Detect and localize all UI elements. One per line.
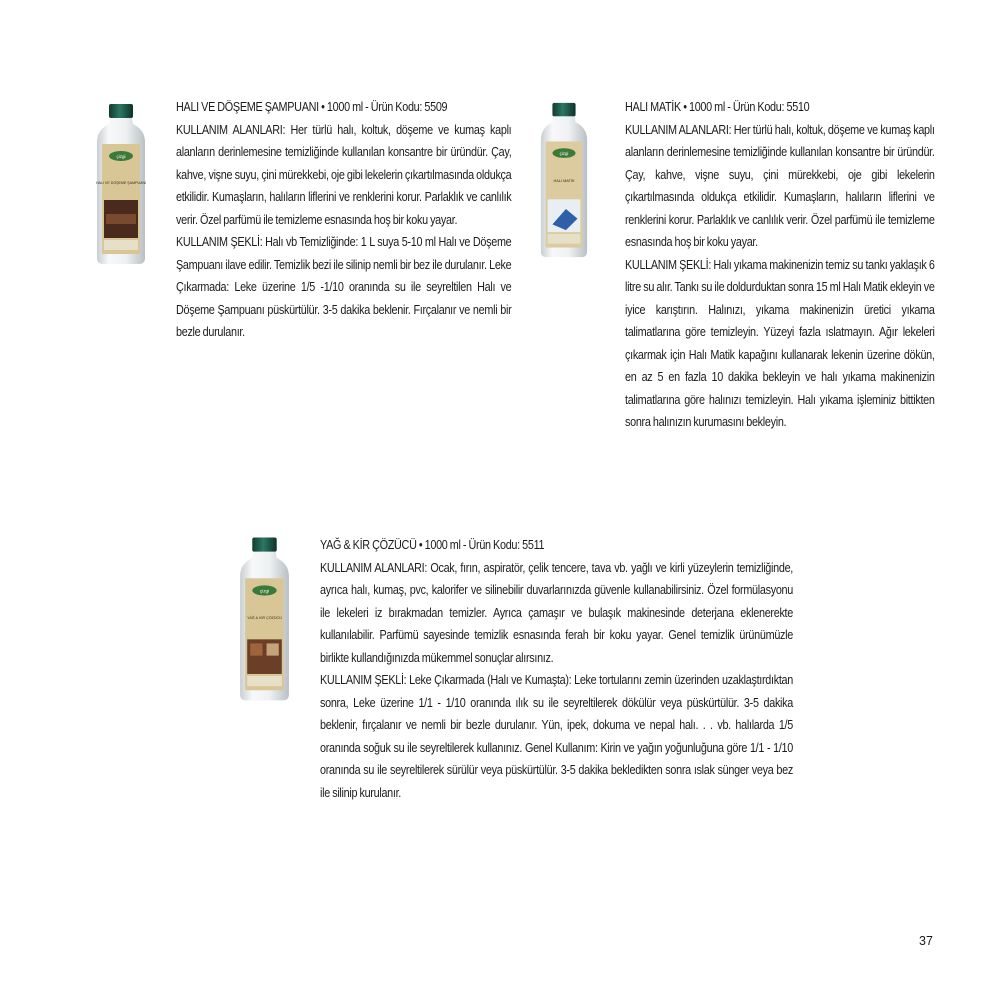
bottle-label-text: HALI VE DÖŞEME ŞAMPUANI <box>95 181 147 185</box>
product-title: HALI MATİK • 1000 ml - Ürün Kodu: 5510 <box>625 100 810 114</box>
product-title: HALI VE DÖŞEME ŞAMPUANI • 1000 ml - Ürün Kodu: 5509 <box>176 100 448 114</box>
product-title: YAĞ & KİR ÇÖZÜCÜ • 1000 ml - Ürün Kodu: 5511 <box>320 538 545 552</box>
svg-text:çizgi: çizgi <box>559 150 569 156</box>
usage-areas-text: KULLANIM ALANLARI: Her türlü halı, koltuk, döşeme ve kumaş kaplı alanların derinlemesine temizliğinde kullanılan konsantre bir üründür. Çay, kahve, vişne suyu, çini mürekkebi, oje gibi lekelerin çıkartılmasında oldukça etkilidir. Kumaşların, halıların liflerini ve renklerini korur. Parlaklık ve canlılık verir. Özel parfümü ile temizleme esnasında hoş bir koku yayar. <box>176 122 512 227</box>
bottle-label-text: YAĞ & KİR ÇÖZÜCÜ <box>247 615 282 620</box>
usage-method-text: KULLANIM ŞEKLİ: Halı yıkama makinenizin temiz su tankı yaklaşık 6 litre su alır. Tankı su ile doldurduktan sonra 15 ml Halı Matik ekleyin ve iyice karıştırın. Halınızı, yıkama makinenizin üretici yıkama talimatlarına göre temizleyin. Yüzeyi fazla ıslatmayın. Ağır lekeleri çıkarmak için Halı Matik kapağını kullanarak lekenin üzerine dökün, en az 5 en fazla 10 dakika bekleyin ve halı yıkama makinenizin talimatlarına göre halınızı temizleyin. Halı yıkama işleminiz bittikten sonra halınızın kurumasını bekleyin. <box>625 257 935 429</box>
usage-method-text: KULLANIM ŞEKLİ: Leke Çıkarmada (Halı ve Kumaşta): Leke tortularını zemin üzerinden uzaklaştırdıktan sonra, Leke üzerine 1/1 - 1/10 oranında ılık su ile seyreltilerek dökülür veya püskürtülür. 3-5 dakika beklenir, fırçalanır ve nemli bir bezle durulanır. Yün, ipek, dokuma ve nepal halı. . . vb. halılarda 1/5 oranında soğuk su ile seyreltilerek kullanınız. Genel Kullanım: Kirin ve yağın yoğunluğuna göre 1/1 - 1/10 oranında su ile seyreltilerek sürülür veya püskürtülür. 3-5 dakika bekledikten sonra ıslak sünger veya bez ile silinip kurulanır. <box>320 673 793 800</box>
product-description-5511 <box>320 534 793 804</box>
usage-method-text: KULLANIM ŞEKLİ: Halı vb Temizliğinde: 1 L suya 5-10 ml Halı ve Döşeme Şampuanı ilave edilir. Temizlik bezi ile silinip nemli bir bez ile durulanır. Leke Çıkarmada: Leke üzerine 1/5 -1/10 oranında su ile seyreltilen Halı ve Döşeme Şampuanı püskürtülür. 3-5 dakika beklenir. Fırçalanır ve nemli bir bezle durulanır. <box>176 235 512 339</box>
bottle-image-5509 <box>93 104 149 266</box>
bottle-image-5511 <box>236 537 293 703</box>
usage-areas-text: KULLANIM ALANLARI: Ocak, fırın, aspiratör, çelik tencere, tava vb. yağlı ve kirli yüzeylerin temizliğinde, ayrıca halı, kumaş, pvc, kalorifer ve silinebilir duvarlarınızda güvenle kullanabilirsiniz. Özel formülasyonu ile lekeleri iz bırakmadan temizler. Ayrıca çamaşır ve bulaşık makinesinde deterjana eklenerekte kullanılabilir. Parfümü sayesinde temizlik esnasında ferah bir koku yayar. Genel temizlik ürünümüzle birlikte kullandığınızda mükemmel sonuçlar alırsınız. <box>320 560 793 665</box>
product-description-5510 <box>625 96 935 434</box>
page-number: 37 <box>919 934 933 948</box>
svg-text:çizgi: çizgi <box>259 588 270 594</box>
svg-text:çizgi: çizgi <box>116 154 126 159</box>
bottle-image-5510 <box>537 101 591 261</box>
usage-areas-text: KULLANIM ALANLARI: Her türlü halı, koltuk, döşeme ve kumaş kaplı alanların derinlemesine temizliğinde kullanılan konsantre bir üründür. Çay, kahve, vişne suyu, çini mürekkebi, oje gibi lekelerin çıkartılmasında oldukça etkilidir. Kumaşların, halıların liflerini ve renklerini korur. Parlaklık ve canlılık verir. Özel parfümü ile temizleme esnasında hoş bir koku yayar. <box>625 122 935 249</box>
bottle-label-text: HALI MATİK <box>553 178 575 183</box>
product-description-5509 <box>176 96 511 344</box>
